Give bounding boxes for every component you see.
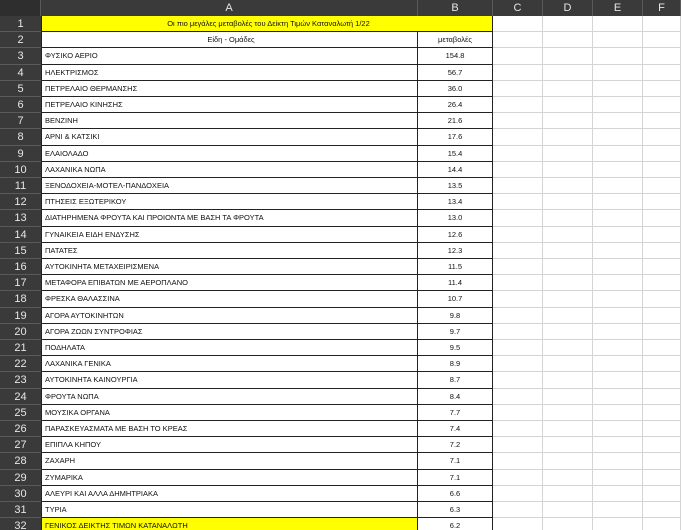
cell-f[interactable] [643, 389, 681, 405]
column-header-c[interactable]: C [493, 0, 543, 16]
value-cell[interactable]: 6.2 [418, 518, 493, 530]
cell-d[interactable] [543, 372, 593, 388]
table-row [41, 405, 681, 421]
cell-c[interactable] [493, 470, 543, 486]
cell-c[interactable] [493, 259, 543, 275]
table-row [41, 275, 681, 291]
cell-d[interactable] [543, 389, 593, 405]
table-row [41, 146, 681, 162]
table-row [41, 48, 681, 64]
cell-e[interactable] [593, 194, 643, 210]
row-header[interactable]: 27 [0, 437, 41, 453]
table-row [41, 470, 681, 486]
value-cell[interactable]: 8.7 [418, 372, 493, 388]
table-row [41, 210, 681, 226]
table-row [41, 178, 681, 194]
value-cell[interactable]: 9.5 [418, 340, 493, 356]
cell-d[interactable] [543, 210, 593, 226]
value-cell[interactable]: 9.7 [418, 324, 493, 340]
value-cell[interactable]: 7.2 [418, 437, 493, 453]
value-cell[interactable]: 7.1 [418, 470, 493, 486]
item-cell[interactable]: ΒΕΝΖΙΝΗ [41, 113, 418, 129]
table-row [41, 372, 681, 388]
cell-e[interactable] [593, 291, 643, 307]
row-header[interactable]: 13 [0, 210, 41, 226]
cell-f[interactable] [643, 32, 681, 48]
value-cell[interactable]: 154.8 [418, 48, 493, 64]
item-cell[interactable]: ΦΡΕΣΚΑ ΘΑΛΑΣΣΙΝΑ [41, 291, 418, 307]
value-cell[interactable]: 8.4 [418, 389, 493, 405]
cell-f[interactable] [643, 97, 681, 113]
cell-e[interactable] [593, 243, 643, 259]
item-cell[interactable]: ΑΛΕΥΡΙ ΚΑΙ ΑΛΛΑ ΔΗΜΗΤΡΙΑΚΑ [41, 486, 418, 502]
value-cell[interactable]: 21.6 [418, 113, 493, 129]
cell-f[interactable] [643, 470, 681, 486]
row-header[interactable]: 16 [0, 259, 41, 275]
cell-e[interactable] [593, 16, 643, 32]
row-header[interactable]: 20 [0, 324, 41, 340]
sheet-title[interactable]: Οι πιο μεγάλες μεταβολές του Δείκτη Τιμών Καταναλωτή 1/22 [41, 16, 493, 32]
cell-c[interactable] [493, 372, 543, 388]
cell-e[interactable] [593, 162, 643, 178]
value-cell[interactable]: 10.7 [418, 291, 493, 307]
cell-f[interactable] [643, 16, 681, 32]
cell-c[interactable] [493, 210, 543, 226]
cell-c[interactable] [493, 227, 543, 243]
table-row [41, 113, 681, 129]
cell-c[interactable] [493, 129, 543, 145]
table-row [41, 518, 681, 530]
cell-f[interactable] [643, 324, 681, 340]
item-cell[interactable]: ΠΕΤΡΕΛΑΙΟ ΚΙΝΗΣΗΣ [41, 97, 418, 113]
cell-d[interactable] [543, 502, 593, 518]
cell-c[interactable] [493, 275, 543, 291]
cell-e[interactable] [593, 32, 643, 48]
cell-e[interactable] [593, 178, 643, 194]
item-cell[interactable]: ΠΤΗΣΕΙΣ ΕΞΩΤΕΡΙΚΟΥ [41, 194, 418, 210]
item-cell[interactable]: ΗΛΕΚΤΡΙΣΜΟΣ [41, 65, 418, 81]
item-cell[interactable]: ΕΛΑΙΟΛΑΔΟ [41, 146, 418, 162]
value-cell[interactable]: 7.4 [418, 421, 493, 437]
cell-f[interactable] [643, 291, 681, 307]
cell-e[interactable] [593, 275, 643, 291]
cell-c[interactable] [493, 324, 543, 340]
row-header[interactable]: 22 [0, 356, 41, 372]
table-row [41, 97, 681, 113]
item-column-header[interactable]: Είδη - Ομάδες [41, 32, 418, 48]
cell-d[interactable] [543, 453, 593, 469]
cell-d[interactable] [543, 275, 593, 291]
cell-d[interactable] [543, 356, 593, 372]
column-header-bar [0, 0, 681, 16]
cell-e[interactable] [593, 146, 643, 162]
cell-c[interactable] [493, 389, 543, 405]
cell-f[interactable] [643, 502, 681, 518]
cell-d[interactable] [543, 243, 593, 259]
item-cell[interactable]: ΦΥΣΙΚΟ ΑΕΡΙΟ [41, 48, 418, 64]
value-cell[interactable]: 36.0 [418, 81, 493, 97]
row-header[interactable]: 25 [0, 405, 41, 421]
cell-f[interactable] [643, 146, 681, 162]
row-header[interactable]: 14 [0, 227, 41, 243]
row-header[interactable]: 17 [0, 275, 41, 291]
cell-e[interactable] [593, 437, 643, 453]
table-row [41, 502, 681, 518]
value-cell[interactable]: 9.8 [418, 308, 493, 324]
cell-d[interactable] [543, 340, 593, 356]
value-cell[interactable]: 12.6 [418, 227, 493, 243]
cell-e[interactable] [593, 113, 643, 129]
row-header[interactable]: 19 [0, 308, 41, 324]
cell-c[interactable] [493, 405, 543, 421]
cell-c[interactable] [493, 518, 543, 530]
cell-c[interactable] [493, 437, 543, 453]
cell-f[interactable] [643, 259, 681, 275]
item-cell[interactable]: ΜΟΥΣΙΚΑ ΟΡΓΑΝΑ [41, 405, 418, 421]
item-cell[interactable]: ΦΡΟΥΤΑ ΝΩΠΑ [41, 389, 418, 405]
cell-c[interactable] [493, 194, 543, 210]
cell-c[interactable] [493, 502, 543, 518]
cell-e[interactable] [593, 421, 643, 437]
row-header[interactable]: 7 [0, 113, 41, 129]
item-cell[interactable]: ΖΥΜΑΡΙΚΑ [41, 470, 418, 486]
cell-f[interactable] [643, 81, 681, 97]
row-header[interactable]: 1 [0, 16, 41, 32]
cell-e[interactable] [593, 227, 643, 243]
cell-e[interactable] [593, 324, 643, 340]
cell-e[interactable] [593, 65, 643, 81]
table-row [41, 291, 681, 307]
row-header[interactable]: 21 [0, 340, 41, 356]
table-row [41, 324, 681, 340]
column-header-e[interactable]: E [593, 0, 643, 16]
table-row [41, 453, 681, 469]
cell-e[interactable] [593, 389, 643, 405]
cell-e[interactable] [593, 97, 643, 113]
header-row [41, 32, 681, 48]
cell-d[interactable] [543, 48, 593, 64]
cell-d[interactable] [543, 486, 593, 502]
cell-e[interactable] [593, 405, 643, 421]
value-cell[interactable]: 11.5 [418, 259, 493, 275]
cell-f[interactable] [643, 162, 681, 178]
cell-f[interactable] [643, 65, 681, 81]
cell-f[interactable] [643, 48, 681, 64]
cell-d[interactable] [543, 194, 593, 210]
row-header[interactable]: 8 [0, 129, 41, 145]
column-header-f[interactable]: F [643, 0, 681, 16]
row-header[interactable]: 3 [0, 48, 41, 64]
column-header-d[interactable]: D [543, 0, 593, 16]
cell-f[interactable] [643, 308, 681, 324]
item-cell[interactable]: ΛΑΧΑΝΙΚΑ ΝΩΠΑ [41, 162, 418, 178]
cell-c[interactable] [493, 243, 543, 259]
item-cell[interactable]: ΜΕΤΑΦΟΡΑ ΕΠΙΒΑΤΩΝ ΜΕ ΑΕΡΟΠΛΑΝΟ [41, 275, 418, 291]
item-cell[interactable]: ΠΟΔΗΛΑΤΑ [41, 340, 418, 356]
row-header[interactable]: 6 [0, 97, 41, 113]
item-cell[interactable]: ΠΕΤΡΕΛΑΙΟ ΘΕΡΜΑΝΣΗΣ [41, 81, 418, 97]
item-cell[interactable]: ΠΑΡΑΣΚΕΥΑΣΜΑΤΑ ΜΕ ΒΑΣΗ ΤΟ ΚΡΕΑΣ [41, 421, 418, 437]
cell-c[interactable] [493, 65, 543, 81]
table-row [41, 340, 681, 356]
cell-e[interactable] [593, 486, 643, 502]
row-header[interactable]: 23 [0, 372, 41, 388]
value-cell[interactable]: 11.4 [418, 275, 493, 291]
cell-f[interactable] [643, 437, 681, 453]
cell-d[interactable] [543, 81, 593, 97]
table-row [41, 81, 681, 97]
row-header[interactable]: 31 [0, 502, 41, 518]
cell-c[interactable] [493, 162, 543, 178]
cell-e[interactable] [593, 308, 643, 324]
cell-f[interactable] [643, 113, 681, 129]
row-header[interactable]: 10 [0, 162, 41, 178]
row-header[interactable]: 28 [0, 453, 41, 469]
table-row [41, 162, 681, 178]
row-header[interactable]: 2 [0, 32, 41, 48]
cell-f[interactable] [643, 210, 681, 226]
cell-c[interactable] [493, 421, 543, 437]
row-header[interactable]: 30 [0, 486, 41, 502]
table-row [41, 259, 681, 275]
item-cell[interactable]: ΔΙΑΤΗΡΗΜΕΝΑ ΦΡΟΥΤΑ ΚΑΙ ΠΡΟΙΟΝΤΑ ΜΕ ΒΑΣΗ ΤΑ ΦΡΟΥΤΑ [41, 210, 418, 226]
cell-d[interactable] [543, 518, 593, 530]
cell-f[interactable] [643, 129, 681, 145]
cell-d[interactable] [543, 308, 593, 324]
column-header-a[interactable]: A [41, 0, 418, 16]
cell-f[interactable] [643, 178, 681, 194]
row-header[interactable]: 11 [0, 178, 41, 194]
cell-c[interactable] [493, 113, 543, 129]
row-header[interactable]: 5 [0, 81, 41, 97]
value-cell[interactable]: 7.7 [418, 405, 493, 421]
cell-d[interactable] [543, 227, 593, 243]
cell-e[interactable] [593, 356, 643, 372]
cell-c[interactable] [493, 486, 543, 502]
table-row [41, 486, 681, 502]
cell-c[interactable] [493, 178, 543, 194]
column-header-b[interactable]: B [418, 0, 493, 16]
cell-e[interactable] [593, 470, 643, 486]
table-row [41, 65, 681, 81]
item-cell[interactable]: ΓΥΝΑΙΚΕΙΑ ΕΙΔΗ ΕΝΔΥΣΗΣ [41, 227, 418, 243]
cell-d[interactable] [543, 65, 593, 81]
cell-d[interactable] [543, 32, 593, 48]
cell-f[interactable] [643, 340, 681, 356]
cell-d[interactable] [543, 178, 593, 194]
item-cell[interactable]: ΑΓΟΡΑ ΑΥΤΟΚΙΝΗΤΩΝ [41, 308, 418, 324]
value-cell[interactable]: 14.4 [418, 162, 493, 178]
cell-d[interactable] [543, 162, 593, 178]
cell-d[interactable] [543, 405, 593, 421]
cell-e[interactable] [593, 81, 643, 97]
value-cell[interactable]: 13.4 [418, 194, 493, 210]
row-header[interactable]: 24 [0, 389, 41, 405]
value-cell[interactable]: 15.4 [418, 146, 493, 162]
cell-c[interactable] [493, 146, 543, 162]
table-row [41, 389, 681, 405]
value-cell[interactable]: 6.6 [418, 486, 493, 502]
cell-c[interactable] [493, 81, 543, 97]
cell-f[interactable] [643, 275, 681, 291]
table-row [41, 356, 681, 372]
item-cell[interactable]: ΓΕΝΙΚΟΣ ΔΕΙΚΤΗΣ ΤΙΜΩΝ ΚΑΤΑΝΑΛΩΤΗ [41, 518, 418, 530]
cell-f[interactable] [643, 356, 681, 372]
cell-e[interactable] [593, 372, 643, 388]
cell-d[interactable] [543, 437, 593, 453]
cell-d[interactable] [543, 421, 593, 437]
table-row [41, 227, 681, 243]
value-cell[interactable]: 17.6 [418, 129, 493, 145]
value-cell[interactable]: 12.3 [418, 243, 493, 259]
cell-c[interactable] [493, 16, 543, 32]
cell-c[interactable] [493, 356, 543, 372]
item-cell[interactable]: ΕΠΙΠΛΑ ΚΗΠΟΥ [41, 437, 418, 453]
cell-d[interactable] [543, 324, 593, 340]
cell-d[interactable] [543, 291, 593, 307]
row-header[interactable]: 18 [0, 291, 41, 307]
cell-f[interactable] [643, 421, 681, 437]
value-cell[interactable]: 13.0 [418, 210, 493, 226]
cell-d[interactable] [543, 97, 593, 113]
cell-f[interactable] [643, 194, 681, 210]
item-cell[interactable]: ΖΑΧΑΡΗ [41, 453, 418, 469]
value-cell[interactable]: 26.4 [418, 97, 493, 113]
table-row [41, 243, 681, 259]
title-row [41, 16, 681, 32]
item-cell[interactable]: ΠΑΤΑΤΕΣ [41, 243, 418, 259]
cell-e[interactable] [593, 259, 643, 275]
cell-e[interactable] [593, 48, 643, 64]
row-header[interactable]: 9 [0, 146, 41, 162]
row-header[interactable]: 4 [0, 65, 41, 81]
cell-f[interactable] [643, 372, 681, 388]
cell-e[interactable] [593, 129, 643, 145]
cell-d[interactable] [543, 259, 593, 275]
item-cell[interactable]: ΤΥΡΙΑ [41, 502, 418, 518]
cell-f[interactable] [643, 227, 681, 243]
row-header[interactable]: 12 [0, 194, 41, 210]
table-row [41, 194, 681, 210]
cell-e[interactable] [593, 502, 643, 518]
table-row [41, 129, 681, 145]
item-cell[interactable]: ΞΕΝΟΔΟΧΕΙΑ-ΜΟΤΕΛ-ΠΑΝΔΟΧΕΙΑ [41, 178, 418, 194]
cell-c[interactable] [493, 32, 543, 48]
cell-d[interactable] [543, 16, 593, 32]
item-cell[interactable]: ΛΑΧΑΝΙΚΑ ΓΕΝΙΚΑ [41, 356, 418, 372]
cell-c[interactable] [493, 453, 543, 469]
item-cell[interactable]: ΑΡΝΙ & ΚΑΤΣΙΚΙ [41, 129, 418, 145]
cell-c[interactable] [493, 340, 543, 356]
value-cell[interactable]: 13.5 [418, 178, 493, 194]
table-row [41, 437, 681, 453]
select-all-corner[interactable] [0, 0, 41, 16]
cell-e[interactable] [593, 453, 643, 469]
cell-d[interactable] [543, 470, 593, 486]
cell-c[interactable] [493, 308, 543, 324]
cell-c[interactable] [493, 97, 543, 113]
item-cell[interactable]: ΑΥΤΟΚΙΝΗΤΑ ΚΑΙΝΟΥΡΓΙΑ [41, 372, 418, 388]
cell-f[interactable] [643, 405, 681, 421]
cell-f[interactable] [643, 518, 681, 530]
change-column-header[interactable]: μεταβολές [418, 32, 493, 48]
cell-c[interactable] [493, 48, 543, 64]
table-row [41, 308, 681, 324]
cell-c[interactable] [493, 291, 543, 307]
row-header[interactable]: 26 [0, 421, 41, 437]
item-cell[interactable]: ΑΓΟΡΑ ΖΩΩΝ ΣΥΝΤΡΟΦΙΑΣ [41, 324, 418, 340]
value-cell[interactable]: 56.7 [418, 65, 493, 81]
value-cell[interactable]: 6.3 [418, 502, 493, 518]
row-header[interactable]: 32 [0, 518, 41, 530]
cell-d[interactable] [543, 113, 593, 129]
cell-e[interactable] [593, 210, 643, 226]
cell-f[interactable] [643, 453, 681, 469]
row-header[interactable]: 29 [0, 470, 41, 486]
cell-e[interactable] [593, 340, 643, 356]
value-cell[interactable]: 8.9 [418, 356, 493, 372]
cell-f[interactable] [643, 243, 681, 259]
cell-e[interactable] [593, 518, 643, 530]
cell-f[interactable] [643, 486, 681, 502]
cell-d[interactable] [543, 129, 593, 145]
row-header[interactable]: 15 [0, 243, 41, 259]
cell-d[interactable] [543, 146, 593, 162]
table-row [41, 421, 681, 437]
value-cell[interactable]: 7.1 [418, 453, 493, 469]
item-cell[interactable]: ΑΥΤΟΚΙΝΗΤΑ ΜΕΤΑΧΕΙΡΙΣΜΕΝΑ [41, 259, 418, 275]
